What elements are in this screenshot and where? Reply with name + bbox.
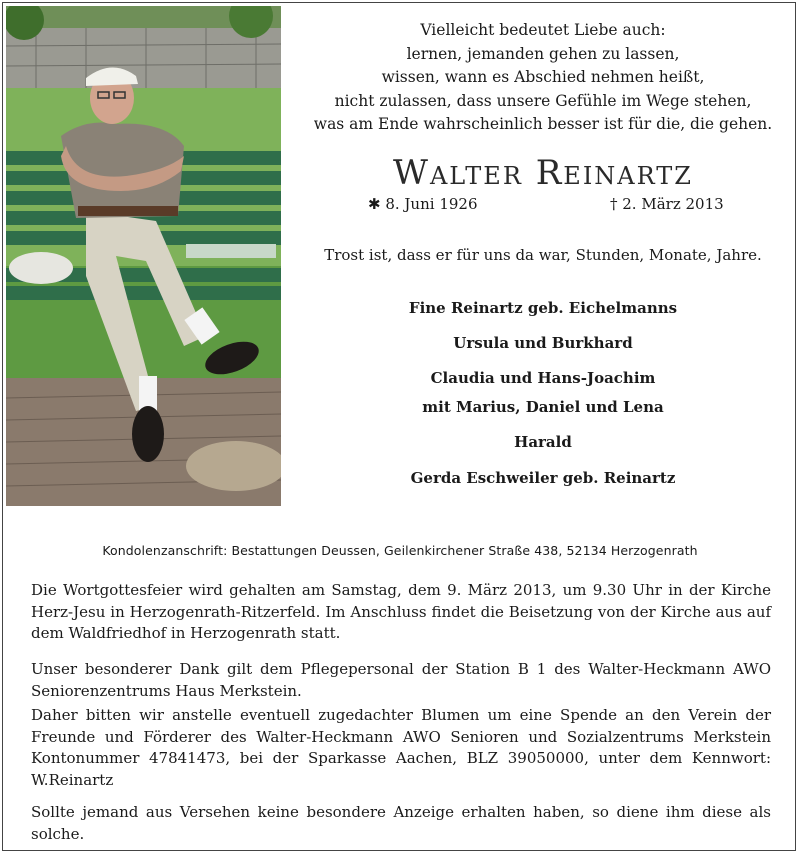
- obituary-notice: [2, 2, 796, 851]
- condolence-address: Kondolenzanschrift: Bestattungen Deussen, Geilenkirchener Straße 438, 52134 Herzogenrath: [102, 543, 698, 558]
- park-bench-photo: [6, 6, 281, 506]
- death-date: † 2. März 2013: [610, 195, 724, 213]
- family-member: Gerda Eschweiler geb. Reinartz: [410, 469, 676, 487]
- notice-paragraph: Sollte jemand aus Versehen keine besondere Anzeige erhalten haben, so diene ihm diese als solche.: [31, 803, 771, 843]
- poem-line: was am Ende wahrscheinlich besser ist für die, die gehen.: [313, 115, 773, 133]
- family-member: Harald: [514, 433, 572, 451]
- service-paragraph: Die Wortgottesfeier wird gehalten am Samstag, dem 9. März 2013, um 9.30 Uhr in der Kirche Herz-Jesu in Herzogenrath-Ritzerfeld. Im Anschluss findet die Beisetzung von der Kirche aus auf dem Waldfriedhof in Herzogenrath statt.: [31, 581, 771, 642]
- birth-date: ✱ 8. Juni 1926: [368, 195, 478, 213]
- family-member: mit Marius, Daniel und Lena: [422, 398, 664, 416]
- family-member: Fine Reinartz geb. Eichelmanns: [408, 299, 678, 317]
- memorial-poem: [303, 19, 783, 137]
- poem-line: nicht zulassen, dass unsere Gefühle im Wege stehen,: [334, 91, 752, 110]
- portrait-photo: [6, 6, 281, 506]
- family-member: Ursula und Burkhard: [453, 334, 633, 352]
- poem-line: wissen, wann es Abschied nehmen heißt,: [381, 68, 705, 86]
- thanks-paragraph: Unser besonderer Dank gilt dem Pflegepersonal der Station B 1 des Walter-Heckmann AWO Seniorenzentrums Haus Merkstein.: [31, 660, 771, 700]
- donation-paragraph: Daher bitten wir anstelle eventuell zugedachter Blumen um eine Spende an den Verein der Freunde und Förderer des Walter-Heckmann AWO Senioren und Sozialzentrums Merkstein Kontonummer 47841473, bei der Sparkasse Aachen, BLZ 39050000, unter dem Kennwort: W.Reinartz: [31, 706, 771, 789]
- trost-line: Trost ist, dass er für uns da war, Stunden, Monate, Jahre.: [324, 246, 762, 264]
- deceased-name: Walter Reinartz: [393, 153, 693, 193]
- poem-line: Vielleicht bedeutet Liebe auch:: [420, 21, 666, 39]
- family-member: Claudia und Hans-Joachim: [430, 369, 656, 387]
- poem-line: lernen, jemanden gehen zu lassen,: [406, 44, 680, 63]
